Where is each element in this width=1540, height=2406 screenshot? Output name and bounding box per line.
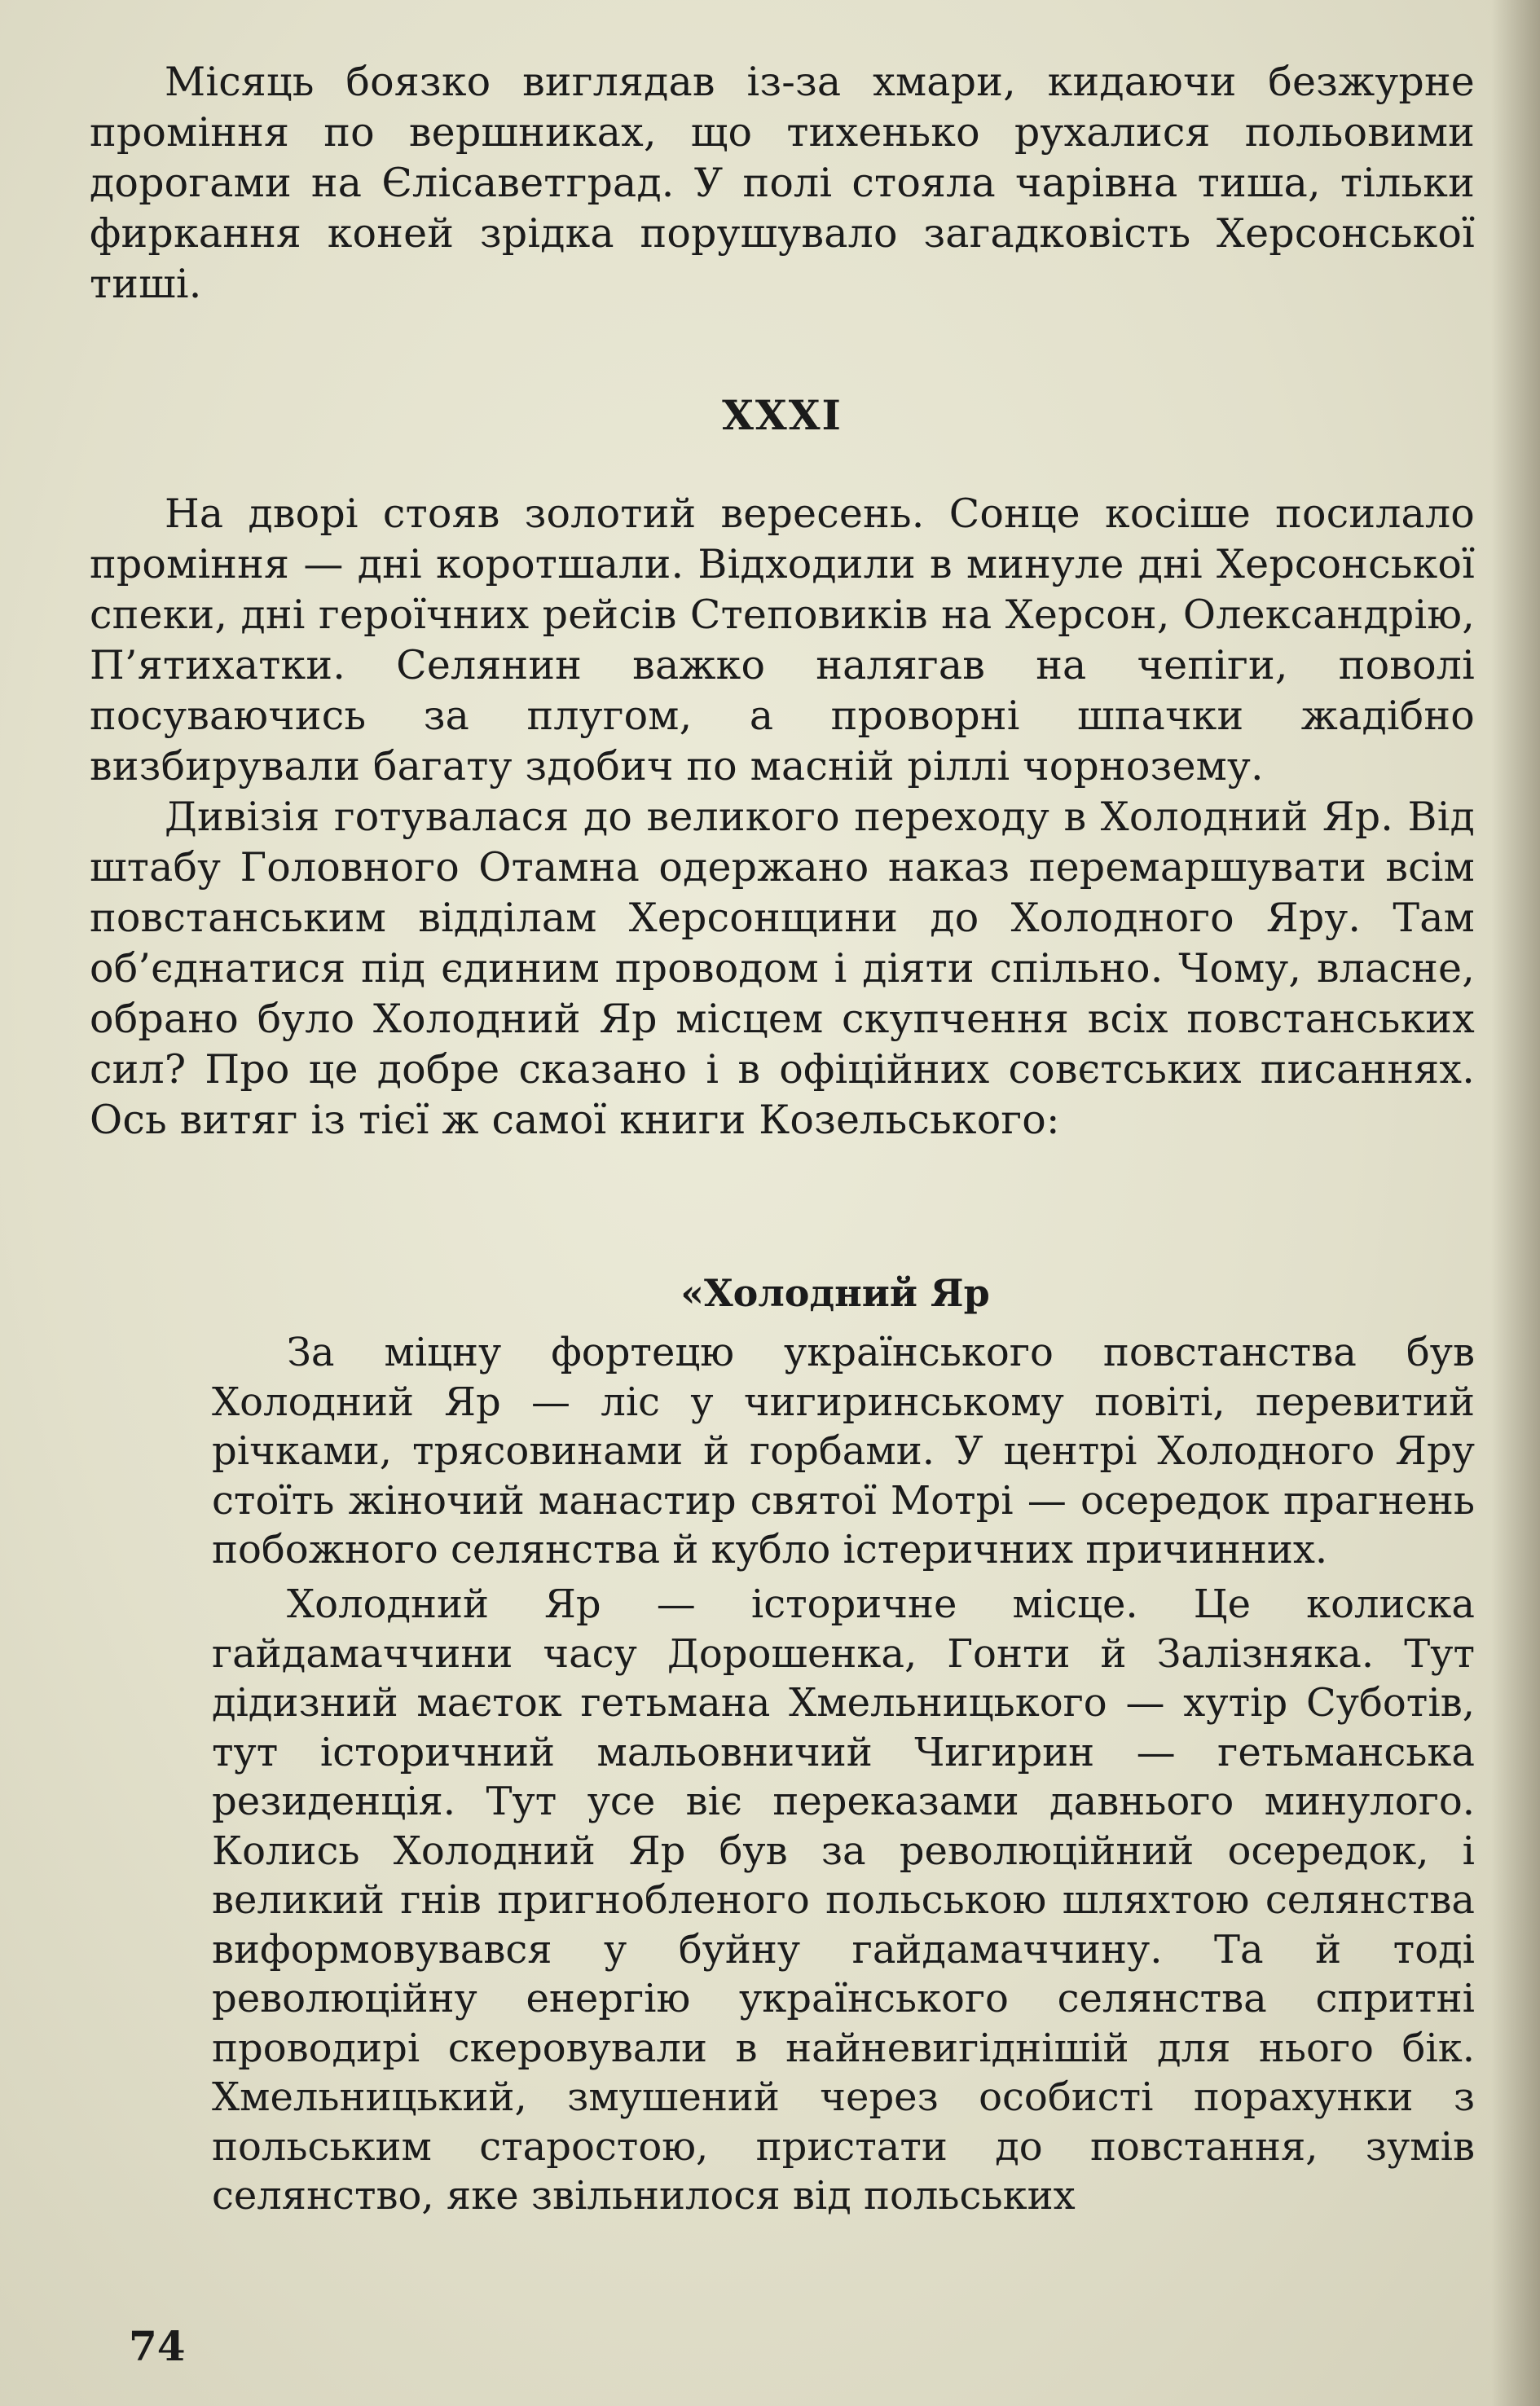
page-number: 74 <box>129 2322 186 2370</box>
quote-paragraph-fortress: За міцну фортецю українського повстанства був Холодний Яр — ліс у чигиринському повіті, перевитий річками, трясовинами й горбами. У центрі Холодного Яру стоїть жіночий манастир святої Мотрі — осередок прагнень побожного селянства й кубло істеричних причинних. <box>212 1330 1475 1572</box>
paragraph-division: Дивізія готувалася до великого переходу в Холодний Яр. Від штабу Головного Отамна одержано наказ перемаршувати всім повстанським відділам Херсонщини до Холодного Яру. Там об’єднатися під єдиним проводом і діяти спільно. Чому, власне, обрано було Холодний Яр місцем скупчення всіх повстанських сил? Про це добре сказано і в офіційних совєтських писаннях. Ось витяг із тієї ж самої книги Козельського: <box>90 794 1475 1143</box>
page-edge-shadow <box>1491 0 1540 2406</box>
chapter-title: XXXI <box>722 391 843 439</box>
opening-paragraph: Місяць боязко виглядав із-за хмари, кидаючи безжурне проміння по вершниках, що тихенько рухалися польовими дорогами на Єлісаветград. У полі стояла чарівна тиша, тільки фиркання коней зрідка порушувало загадковість Херсонської тиші. <box>90 59 1475 307</box>
book-page <box>90 49 1491 2379</box>
quote-paragraph-history: Холодний Яр — історичне місце. Це колиска гайдамаччини часу Дорошенка, Гонти й Залізняка. Тут дідизний маєток гетьмана Хмельницького — хутір Суботів, тут історичний мальовничий Чигирин — гетьманська резиденція. Тут усе віє переказами давнього минулого. Колись Холодний Яр був за революційний осередок, і великий гнів пригнобленого польською шляхтою селянства виформовувався у буйну гайдамаччину. Та й тоді революційну енергію українського селянства спритні проводирі скеровували в найневигіднішій для нього бік. Хмельницький, змушений через особисті порахунки з польським старостою, пристати до повстання, зумів селянство, яке звільнилося від польських <box>212 1581 1475 2219</box>
paragraph-september: На дворі стояв золотий вересень. Сонце косіше посилало проміння — дні коротшали. Відходили в минуле дні Херсонської спеки, дні героїчних рейсів Степовиків на Херсон, Олександрію, П’ятихатки. Селянин важко налягав на чепіги, поволі посуваючись за плугом, а проворні шпачки жадібно визбирували багату здобич по масній ріллі чорнозему. <box>90 490 1475 790</box>
quote-title: «Холодний Яр <box>680 1271 990 1315</box>
